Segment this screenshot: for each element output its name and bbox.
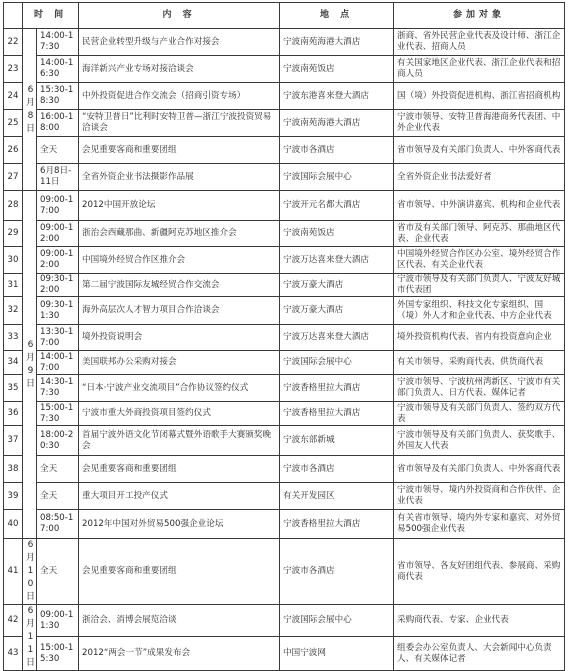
time-cell: 15:30-18:30: [37, 83, 79, 110]
row-number: 31: [4, 274, 23, 297]
table-row: [4, 402, 565, 426]
row-number: 24: [4, 83, 23, 110]
venue-cell: 宁波南苑海港大酒店: [280, 110, 394, 137]
venue-cell: 中国宁波网: [280, 637, 394, 671]
time-cell: 14:30-17:30: [37, 375, 79, 402]
venue-cell: 宁波南苑饭店: [280, 56, 394, 83]
participants-cell: 全省外资企业书法爱好者: [394, 164, 565, 191]
table-row: [4, 426, 565, 456]
table-row: [4, 83, 565, 110]
row-number: 26: [4, 137, 23, 164]
row-number: 38: [4, 456, 23, 483]
header-time: 时 间: [23, 3, 79, 29]
header-content: 内 容: [79, 3, 280, 29]
table-row: [4, 274, 565, 297]
time-cell: 全天: [37, 456, 79, 483]
venue-cell: 宁波万达喜来登大酒店: [280, 325, 394, 351]
content-cell: 海洋新兴产业专场对接洽谈会: [79, 56, 280, 83]
row-number: 40: [4, 510, 23, 539]
time-cell: 09:30-12:00: [37, 274, 79, 297]
time-cell: 09:00-17:00: [37, 191, 79, 221]
table-row: [4, 191, 565, 221]
participants-cell: 有关市领导、采购商代表、供货商代表: [394, 351, 565, 375]
time-cell: 09:00-12:00: [37, 221, 79, 247]
header-no: [4, 3, 23, 29]
time-cell: 全天: [37, 137, 79, 164]
time-cell: 09:00-12:00: [37, 247, 79, 274]
participants-cell: 组委会办公室负责人、大会新闻中心负责人、有关媒体记者: [394, 637, 565, 671]
table-row: [4, 325, 565, 351]
content-cell: 美国联邦办公采购对接会: [79, 351, 280, 375]
content-cell: 全省外资企业书法摄影作品展: [79, 164, 280, 191]
participants-cell: 宁波市领导及有关部门负责人、宁波友好城市代表团: [394, 274, 565, 297]
table-row: [4, 110, 565, 137]
date-label: 6 月 9 日: [26, 339, 36, 389]
date-cell: [23, 29, 37, 191]
date-label: 6 月 8 日: [26, 84, 36, 134]
content-cell: 会见重要客商和重要团组: [79, 539, 280, 605]
table-row: [4, 483, 565, 510]
participants-cell: 中国境外经贸合作区办公室、境外经贸合作区代表、有关企业代表: [394, 247, 565, 274]
content-cell: “日本·宁波产业交流项目”合作协议签约仪式: [79, 375, 280, 402]
date-cell: [23, 605, 37, 671]
row-number: 39: [4, 483, 23, 510]
venue-cell: 宁波万豪大酒店: [280, 274, 394, 297]
venue-cell: 宁波市各酒店: [280, 137, 394, 164]
row-number: 22: [4, 29, 23, 56]
content-cell: 中国境外经贸合作区推介会: [79, 247, 280, 274]
time-cell: 18:00-20:30: [37, 426, 79, 456]
time-cell: 14:00-16:30: [37, 56, 79, 83]
venue-cell: 宁波东港喜来登大酒店: [280, 83, 394, 110]
row-number: 37: [4, 426, 23, 456]
schedule-body: [4, 29, 565, 671]
participants-cell: 有关国家地区企业代表、浙江企业代表和招商人员: [394, 56, 565, 83]
time-cell: 14:00-17:30: [37, 29, 79, 56]
row-number: 41: [4, 539, 23, 605]
table-row: [4, 539, 565, 605]
time-cell: 15:00-17:30: [37, 402, 79, 426]
participants-cell: 宁波市领导、安特卫普海港商务代表团、中外企业代表: [394, 110, 565, 137]
content-cell: 会见重要客商和重要团组: [79, 137, 280, 164]
participants-cell: 境外投资机构代表、省内有投资意向企业: [394, 325, 565, 351]
participants-cell: 宁波市领导、境内外投资商和合作伙伴、企业代表: [394, 483, 565, 510]
time-cell: 13:30-17:00: [37, 325, 79, 351]
date-cell: [23, 539, 37, 605]
content-cell: 浙洽会、消博会展览洽谈: [79, 605, 280, 637]
participants-cell: 宁波市领导及有关部门负责人、获奖歌手、外国友人代表: [394, 426, 565, 456]
table-row: [4, 247, 565, 274]
participants-cell: 省市领导及有关部门负责人、中外客商代表: [394, 137, 565, 164]
content-cell: 会见重要客商和重要团组: [79, 456, 280, 483]
row-number: 30: [4, 247, 23, 274]
content-cell: 民营企业转型升级与产业合作对接会: [79, 29, 280, 56]
time-cell: 09:30-11:30: [37, 297, 79, 325]
time-cell: 16:00-18:00: [37, 110, 79, 137]
content-cell: 第二届宁波国际友城经贸合作交流会: [79, 274, 280, 297]
venue-cell: 宁波万达喜来登大酒店: [280, 247, 394, 274]
participants-cell: 浙商、省外民营企业代表及设计师、浙江企业代表、招商人员: [394, 29, 565, 56]
content-cell: 2012“两会一节”成果发布会: [79, 637, 280, 671]
participants-cell: 宁波市领导及有关部门负责人、签约双方代表: [394, 402, 565, 426]
row-number: 43: [4, 637, 23, 671]
content-cell: 中外投资促进合作交流会（招商引资专场）: [79, 83, 280, 110]
row-number: 32: [4, 297, 23, 325]
content-cell: 首届宁波外语文化节闭幕式暨外语歌手大赛颁奖晚会: [79, 426, 280, 456]
content-cell: 宁波市重大外商投资项目签约仪式: [79, 402, 280, 426]
table-row: [4, 351, 565, 375]
venue-cell: 宁波东部新城: [280, 426, 394, 456]
content-cell: 浙治会西藏那曲、新疆阿克苏地区推介会: [79, 221, 280, 247]
table-row: [4, 297, 565, 325]
time-cell: 14:00-17:00: [37, 351, 79, 375]
venue-cell: 宁波香格里拉大酒店: [280, 375, 394, 402]
participants-cell: 有关省市领导、境内外专家和嘉宾、对外贸易500强企业代表: [394, 510, 565, 539]
content-cell: 2012年中国对外贸易500强企业论坛: [79, 510, 280, 539]
time-cell: 6月8日-11日: [37, 164, 79, 191]
content-cell: 境外投资说明会: [79, 325, 280, 351]
table-row: [4, 137, 565, 164]
row-number: 25: [4, 110, 23, 137]
participants-cell: 国（境）外投资促进机构、浙江省招商机构: [394, 83, 565, 110]
time-cell: 全天: [37, 539, 79, 605]
schedule-table: [3, 2, 565, 671]
header-row: [4, 3, 565, 29]
participants-cell: 省市领导、中外演讲嘉宾、机构和企业代表: [394, 191, 565, 221]
table-row: [4, 164, 565, 191]
time-cell: 15:00-15:30: [37, 637, 79, 671]
venue-cell: 有关开发园区: [280, 483, 394, 510]
participants-cell: 外国专家组织、科技文化专家组织、国（境）外人才和企业代表、中方企业代表: [394, 297, 565, 325]
venue-cell: 宁波万豪大酒店: [280, 297, 394, 325]
row-number: 29: [4, 221, 23, 247]
row-number: 33: [4, 325, 23, 351]
time-cell: 09:00-11:30: [37, 605, 79, 637]
row-number: 42: [4, 605, 23, 637]
venue-cell: 宁波国际会展中心: [280, 351, 394, 375]
time-cell: 08:50-17:00: [37, 510, 79, 539]
table-row: [4, 637, 565, 671]
venue-cell: 宁波国际会展中心: [280, 164, 394, 191]
venue-cell: 宁波香格里拉大酒店: [280, 510, 394, 539]
venue-cell: 宁波南苑饭店: [280, 221, 394, 247]
content-cell: 海外高层次人才智力项目合作洽谈会: [79, 297, 280, 325]
date-label: 6 月 11 日: [26, 606, 36, 668]
table-row: [4, 605, 565, 637]
header-venue: 地 点: [280, 3, 394, 29]
row-number: 23: [4, 56, 23, 83]
content-cell: 2012中国开放论坛: [79, 191, 280, 221]
venue-cell: 宁波香格里拉大酒店: [280, 402, 394, 426]
table-row: [4, 221, 565, 247]
participants-cell: 省市及有关部门领导、阿克苏、那曲地区代表、企业代表: [394, 221, 565, 247]
venue-cell: 宁波市各酒店: [280, 539, 394, 605]
row-number: 34: [4, 351, 23, 375]
table-row: [4, 510, 565, 539]
table-row: [4, 456, 565, 483]
participants-cell: 省市领导及有关部门负责人、中外客商代表: [394, 456, 565, 483]
participants-cell: 省市领导、各友好团组代表、参展商、采购商代表: [394, 539, 565, 605]
header-participants: 参加对象: [394, 3, 565, 29]
row-number: 27: [4, 164, 23, 191]
participants-cell: 宁波市领导、宁波杭州湾新区、宁波市有关部门负责人、日方代表、媒体记者: [394, 375, 565, 402]
venue-cell: 宁波南苑海港大酒店: [280, 29, 394, 56]
row-number: 36: [4, 402, 23, 426]
row-number: 28: [4, 191, 23, 221]
venue-cell: 宁波市各酒店: [280, 456, 394, 483]
content-cell: 重大项目开工投产仪式: [79, 483, 280, 510]
row-number: 35: [4, 375, 23, 402]
date-label: 6 月 10 日: [26, 540, 36, 602]
date-cell: [23, 191, 37, 539]
venue-cell: 宁波开元名都大酒店: [280, 191, 394, 221]
table-row: [4, 56, 565, 83]
table-row: [4, 29, 565, 56]
content-cell: “安特卫普日”比利时安特卫普—浙江宁波投资贸易洽谈会: [79, 110, 280, 137]
participants-cell: 采购商代表、专家、企业代表: [394, 605, 565, 637]
table-row: [4, 375, 565, 402]
venue-cell: 宁波国际会展中心: [280, 605, 394, 637]
time-cell: 全天: [37, 483, 79, 510]
